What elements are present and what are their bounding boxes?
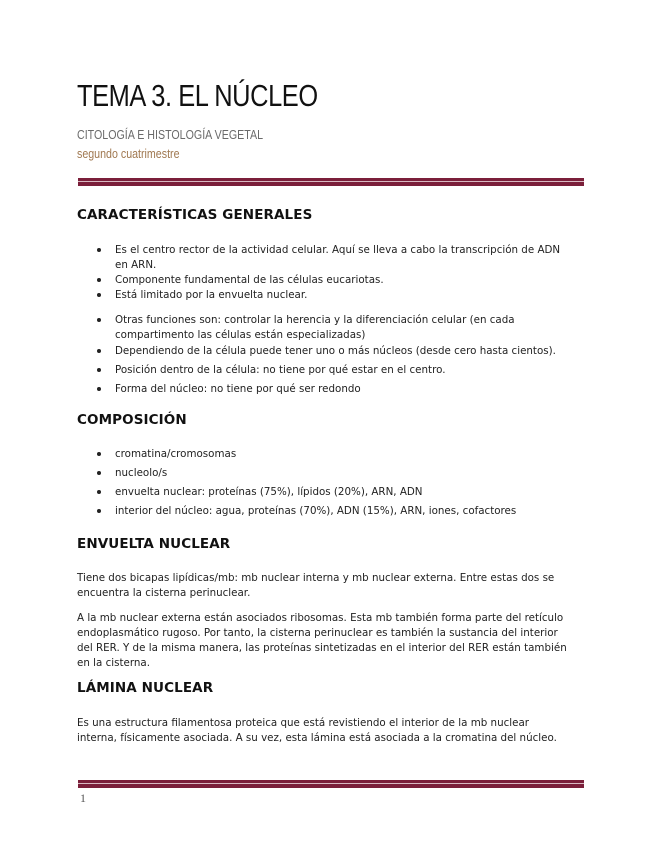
list-item: cromatina/cromosomas	[95, 447, 565, 462]
list-item: Está limitado por la envuelta nuclear.	[95, 288, 565, 303]
heading-composicion: COMPOSICIÓN	[77, 412, 187, 428]
list-item: nucleolo/s	[95, 466, 565, 481]
list-item: interior del núcleo: agua, proteínas (70%), ADN (15%), ARN, iones, cofactores	[95, 504, 565, 519]
list-item: Es el centro rector de la actividad celular. Aquí se lleva a cabo la transcripción de ADN en ARN.	[95, 243, 565, 273]
bottom-divider	[78, 780, 584, 788]
page-title: TEMA 3. EL NÚCLEO	[77, 78, 318, 113]
term-label: segundo cuatrimestre	[77, 146, 180, 161]
top-divider	[78, 178, 584, 186]
page-number: 1	[80, 791, 86, 805]
composicion-list	[95, 447, 565, 519]
caracteristicas-list-2	[95, 313, 565, 397]
envuelta-paragraph-2: A la mb nuclear externa están asociados ribosomas. Esta mb también forma parte del retículo endoplasmático rugoso. Por tanto, la cisterna perinuclear es también la sustancia del interior del RER. Y de la misma manera, las proteínas sintetizadas en el interior del RER están también en la cisterna.	[77, 612, 567, 669]
list-item: Componente fundamental de las células eucariotas.	[95, 273, 565, 288]
list-item: envuelta nuclear: proteínas (75%), lípidos (20%), ARN, ADN	[95, 485, 565, 500]
caracteristicas-list-1	[95, 243, 565, 303]
heading-caracteristicas: CARACTERÍSTICAS GENERALES	[77, 207, 313, 223]
course-subtitle: CITOLOGÍA E HISTOLOGÍA VEGETAL	[77, 127, 264, 142]
list-item: Otras funciones son: controlar la herencia y la diferenciación celular (en cada compartimento las células están especializadas)	[95, 313, 565, 343]
heading-envuelta: ENVUELTA NUCLEAR	[77, 536, 231, 552]
list-item: Forma del núcleo: no tiene por qué ser redondo	[95, 382, 565, 397]
heading-lamina: LÁMINA NUCLEAR	[77, 680, 214, 696]
list-item: Posición dentro de la célula: no tiene por qué estar en el centro.	[95, 363, 565, 378]
lamina-paragraph: Es una estructura filamentosa proteica que está revistiendo el interior de la mb nuclear interna, físicamente asociada. A su vez, esta lámina está asociada a la cromatina del núcleo.	[77, 717, 557, 744]
list-item: Dependiendo de la célula puede tener uno o más núcleos (desde cero hasta cientos).	[95, 344, 565, 359]
envuelta-paragraph-1: Tiene dos bicapas lipídicas/mb: mb nuclear interna y mb nuclear externa. Entre estas dos se encuentra la cisterna perinuclear.	[77, 572, 555, 599]
